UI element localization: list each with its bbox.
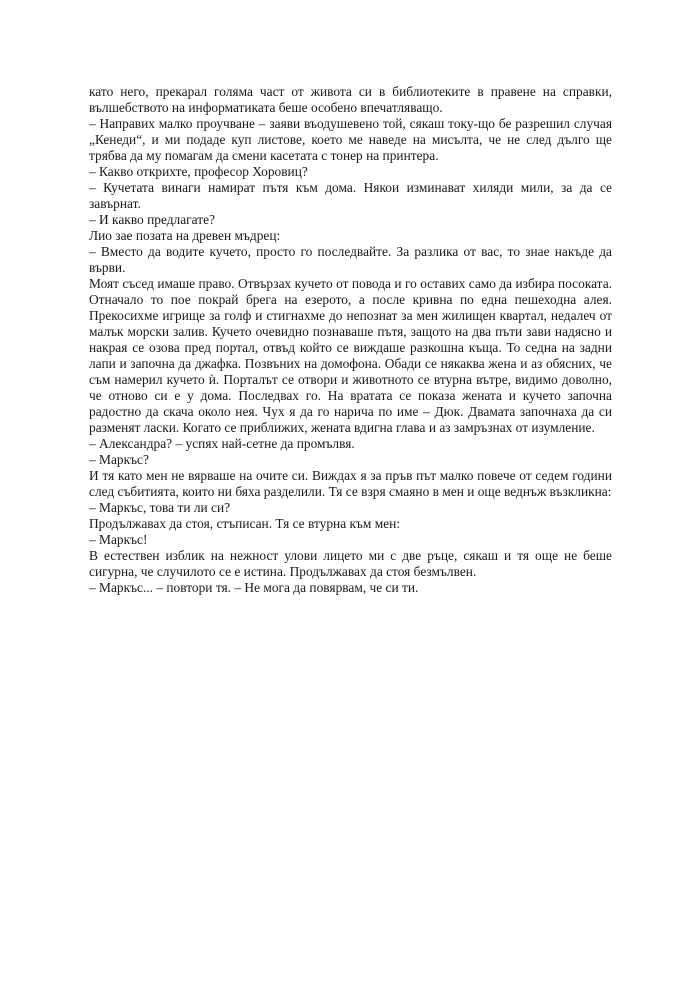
paragraph-12: – Маркъс, това ти ли си? xyxy=(89,500,231,515)
paragraph-4: – Кучетата винаги намират пътя към дома. Някои изминават хиляди мили, за да се завърнат. xyxy=(89,180,612,211)
paragraph-15: В естествен изблик на нежност улови лицето ми с две ръце, сякаш и тя още не беше сигурна, че случилото се е истина. Продължавах да стоя безмълвен. xyxy=(89,548,612,579)
paragraph-9: – Александра? – успях най-сетне да промълвя. xyxy=(89,436,355,451)
paragraph-5: – И какво предлагате? xyxy=(89,212,215,227)
paragraph-13: Продължавах да стоя, стъписан. Тя се втурна към мен: xyxy=(89,516,401,531)
paragraph-8: Моят съсед имаше право. Отвързах кучето от повода и го оставих само да избира посоката. Отначало то пое покрай брега на езерото, а после кривна по една пешеходна алея. Прекосихме игрище за голф и стигнахме до непознат за мен жилищен квартал, недалеч от малък морски залив. Кучето очевидно познаваше пътя, защото на два пъти зави надясно и накрая се озова пред портал, отвъд който се виждаше разкошна къща. То седна на задни лапи и започна да джафка. Позвъних на домофона. Обади се някаква жена и аз обясних, че съм намерил кучето ѝ. Порталът се отвори и животното се втурна вътре, видимо доволно, че отново си е у дома. Последвах го. На вратата се показа жената и кучето започна радостно да скача около нея. Чух я да го нарича по име – Дюк. Двамата започнаха да си разменят ласки. Когато се приближих, жената вдигна глава и аз замръзнах от изумление. xyxy=(89,276,612,435)
paragraph-16: – Маркъс... – повтори тя. – Не мога да повярвам, че си ти. xyxy=(89,580,419,595)
paragraph-3: – Какво открихте, професор Хоровиц? xyxy=(89,164,308,179)
paragraph-7: – Вместо да водите кучето, просто го последвайте. За разлика от вас, то знае накъде да върви. xyxy=(89,244,612,275)
body-text xyxy=(89,84,612,596)
paragraph-10: – Маркъс? xyxy=(89,452,149,467)
paragraph-14: – Маркъс! xyxy=(89,532,148,547)
paragraph-11: И тя като мен не вярваше на очите си. Виждах я за пръв път малко повече от седем години след събитията, които ни бяха разделили. Тя се взря смаяно в мен и още веднъж възкликна: xyxy=(89,468,612,499)
paragraph-1: като него, прекарал голяма част от живота си в библиотеките в правене на справки, вълшебството на информатиката беше особено впечатляващо. xyxy=(89,84,612,115)
paragraph-2: – Направих малко проучване – заяви въодушевено той, сякаш току-що бе разрешил случая „Кенеди“, и ми подаде куп листове, което ме наведе на мисълта, че не след дълго ще трябва да му помагам да смени касетата с тонер на принтера. xyxy=(89,116,612,163)
paragraph-6: Лио зае позата на древен мъдрец: xyxy=(89,228,281,243)
